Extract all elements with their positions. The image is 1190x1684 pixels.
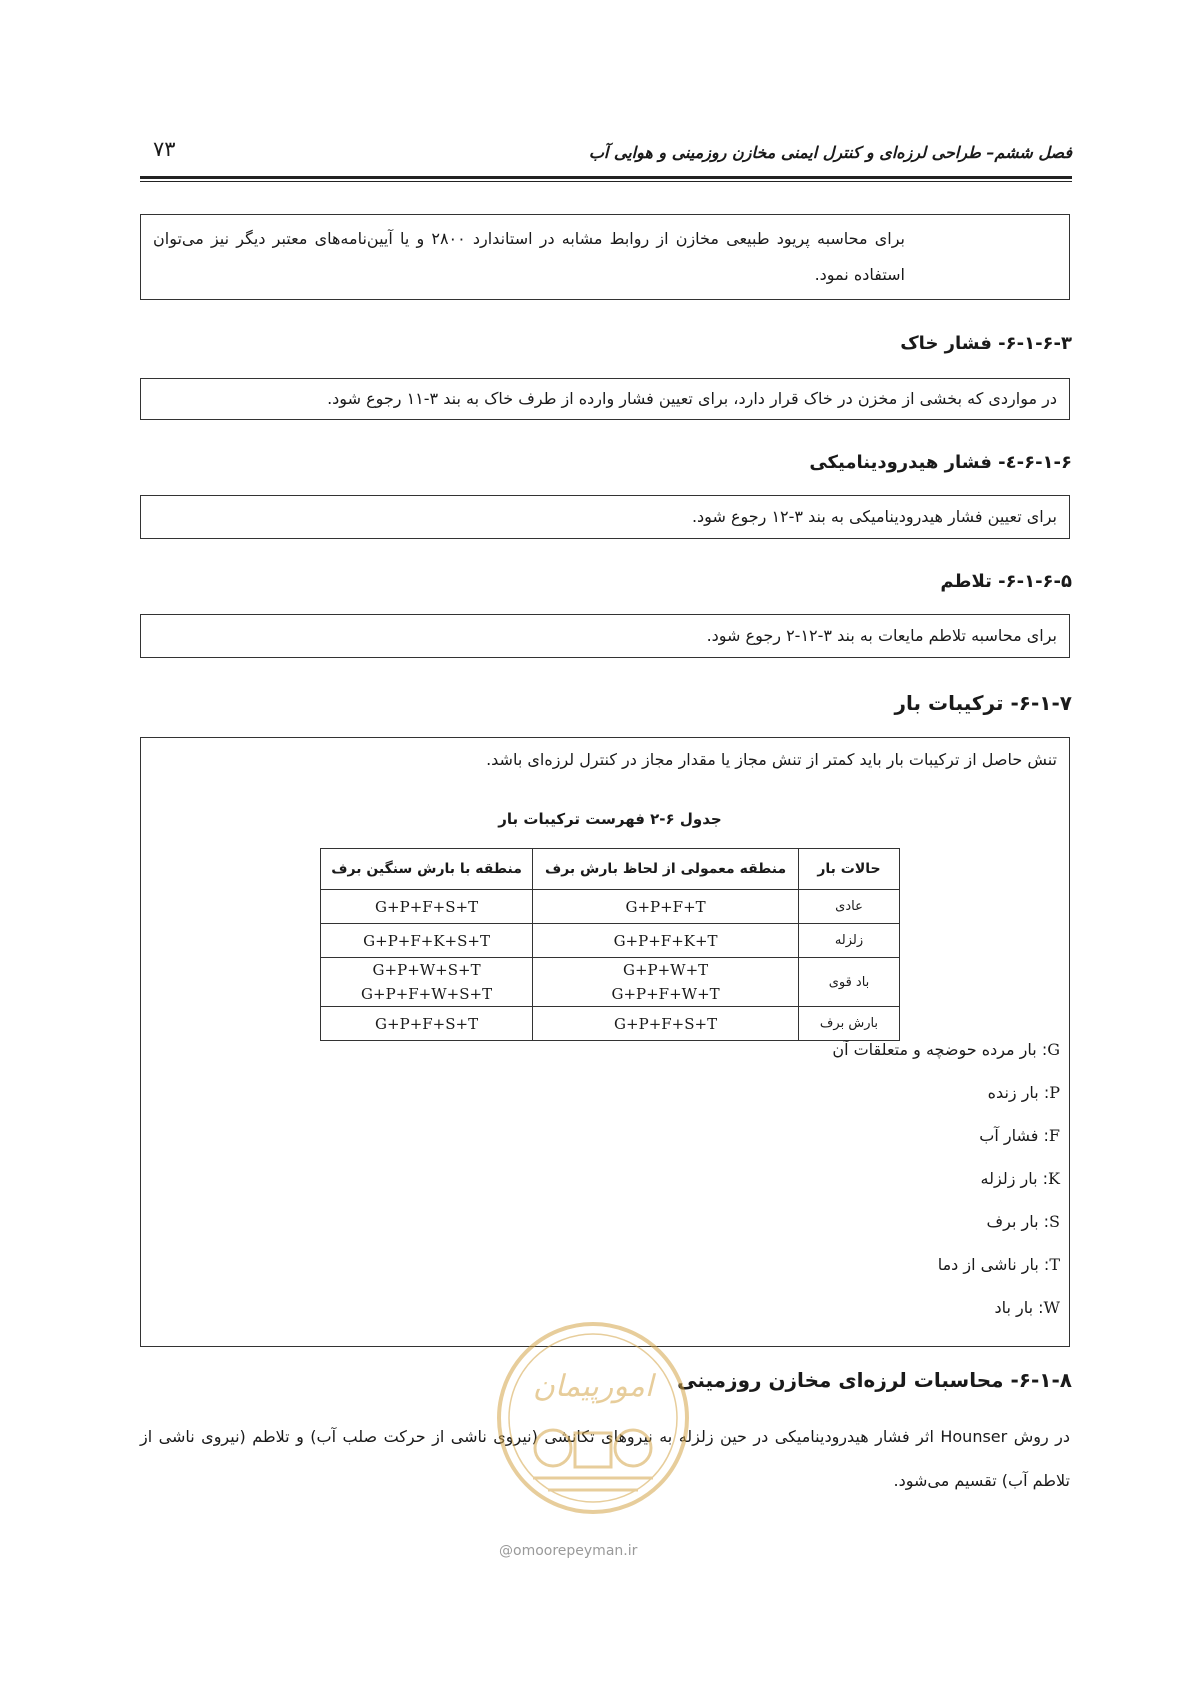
cell-case-normal: عادی xyxy=(799,890,900,924)
sloshing-box xyxy=(140,614,1070,658)
cell-case-strong-wind: باد قوی xyxy=(799,958,900,1007)
legend-symbol: G xyxy=(1047,1040,1060,1059)
load-combinations-intro: تنش حاصل از ترکیبات بار باید کمتر از تنش مجاز یا مقدار مجاز در کنترل لرزه‌ای باشد. xyxy=(486,750,1057,769)
legend-item-s xyxy=(987,1212,1060,1231)
sloshing-text: برای محاسبه تلاطم مایعات به بند ۳-۱۲-۲ رجوع شود. xyxy=(706,626,1057,645)
cell-heavy: G+P+F+S+T xyxy=(321,890,533,924)
legend-text: : فشار آب xyxy=(979,1126,1049,1145)
hydrodynamic-text: برای تعیین فشار هیدرودینامیکی به بند ۳-۱۲ رجوع شود. xyxy=(691,507,1057,526)
section-heading-seismic-calc: ۶-۱-۸- محاسبات لرزه‌ای مخازن روزمینی xyxy=(677,1368,1072,1392)
cell-heavy: G+P+F+S+T xyxy=(321,1007,533,1041)
watermark-logo xyxy=(493,1318,693,1518)
page-number: ۷۳ xyxy=(153,137,176,161)
legend-item-p xyxy=(988,1083,1060,1102)
cell-normal-line-1: G+P+W+T xyxy=(622,961,709,979)
section-heading-soil-pressure: ۶-۱-۶-۳- فشار خاک xyxy=(900,333,1072,354)
legend-text: : بار باد xyxy=(994,1298,1044,1317)
chapter-title: فصل ششم– طراحی لرزه‌ای و کنترل ایمنی مخازن روزمینی و هوایی آب xyxy=(588,143,1072,162)
header-rule xyxy=(140,176,1072,179)
legend-symbol: W xyxy=(1043,1298,1060,1317)
header-normal-snow: منطقه معمولی از لحاظ بارش برف xyxy=(533,849,799,890)
soil-pressure-box xyxy=(140,378,1070,420)
legend-symbol: F xyxy=(1048,1126,1060,1145)
period-note-text: برای محاسبه پریود طبیعی مخازن از روابط مشابه در استاندارد ۲۸۰۰ و یا آیین‌نامه‌های معتبر دیگر نیز می‌توان استفاده نمود. xyxy=(153,229,905,284)
legend-text: : بار زلزله xyxy=(980,1169,1049,1188)
legend-text: : بار ناشی از دما xyxy=(937,1255,1050,1274)
watermark-logo-text: امورپیمان xyxy=(532,1369,654,1404)
legend-symbol: P xyxy=(1049,1083,1060,1102)
legend-item-g xyxy=(832,1040,1060,1059)
cell-heavy-line-1: G+P+W+S+T xyxy=(372,961,481,979)
cell-normal: G+P+F+T xyxy=(533,890,799,924)
table-row xyxy=(321,890,900,924)
header-heavy-snow: منطقه با بارش سنگین برف xyxy=(321,849,533,890)
seismic-calc-paragraph: در روش Hounser اثر فشار هیدرودینامیکی در حین زلزله به نیروهای تکانشی (نیروی ناشی از حرکت صلب آب) و تلاطم (نیروی ناشی از تلاطم آب) تقسیم می‌شود. xyxy=(140,1427,1070,1490)
cell-normal: G+P+F+S+T xyxy=(533,1007,799,1041)
header-load-case: حالات بار xyxy=(799,849,900,890)
period-note-box xyxy=(140,214,1070,300)
cell-heavy xyxy=(321,958,533,1007)
legend-item-t xyxy=(938,1255,1060,1274)
cell-heavy: G+P+F+K+S+T xyxy=(321,924,533,958)
load-combinations-table xyxy=(320,848,900,1041)
legend-symbol: S xyxy=(1049,1212,1060,1231)
cell-normal xyxy=(533,958,799,1007)
legend-text: : بار برف xyxy=(986,1212,1050,1231)
legend-item-w xyxy=(994,1298,1060,1317)
cell-case-earthquake: زلزله xyxy=(799,924,900,958)
hydrodynamic-box xyxy=(140,495,1070,539)
cell-normal-line-2: G+P+F+W+T xyxy=(611,985,720,1003)
cell-normal: G+P+F+K+T xyxy=(533,924,799,958)
soil-pressure-text: در مواردی که بخشی از مخزن در خاک قرار دارد، برای تعیین فشار وارده از طرف خاک به بند ۳-۱۱ رجوع شود. xyxy=(327,389,1057,408)
legend-item-k xyxy=(981,1169,1060,1188)
table-caption: جدول ۶-۲ فهرست ترکیبات بار xyxy=(498,810,722,828)
header-rule-thin xyxy=(140,181,1072,182)
section-heading-hydrodynamic: ۶-۱-۶-٤- فشار هیدرودینامیکی xyxy=(809,452,1072,473)
legend-symbol: K xyxy=(1048,1169,1060,1188)
cell-case-snowfall: بارش برف xyxy=(799,1007,900,1041)
table-row xyxy=(321,958,900,1007)
legend-text: : بار مرده حوضچه و متعلقات آن xyxy=(832,1040,1048,1059)
section-heading-sloshing: ۶-۱-۶-۵- تلاطم xyxy=(940,571,1072,592)
legend-symbol: T xyxy=(1049,1255,1060,1274)
cell-heavy-line-2: G+P+F+W+S+T xyxy=(361,985,493,1003)
table-row xyxy=(321,1007,900,1041)
table-header-row xyxy=(321,849,900,890)
watermark-url: @omoorepeyman.ir xyxy=(499,1543,638,1559)
legend-text: : بار زنده xyxy=(987,1083,1050,1102)
legend-item-f xyxy=(979,1126,1060,1145)
section-heading-load-combinations: ۶-۱-۷- ترکیبات بار xyxy=(894,691,1072,715)
table-row xyxy=(321,924,900,958)
